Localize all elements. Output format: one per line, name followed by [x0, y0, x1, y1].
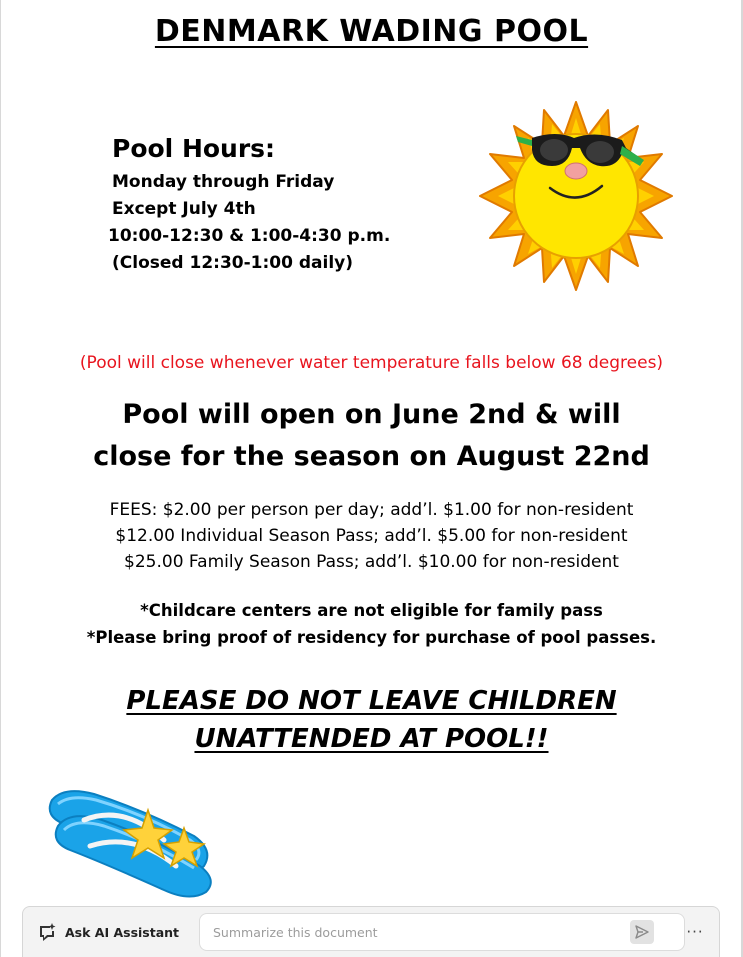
- ask-ai-assistant-label: Ask AI Assistant: [65, 924, 180, 940]
- note-line: *Childcare centers are not eligible for family pass: [140, 601, 603, 620]
- pool-hours-line: Monday through Friday: [112, 172, 335, 192]
- sun-nose: [565, 163, 587, 179]
- season-dates-line: Pool will open on June 2nd & will: [122, 399, 621, 430]
- sun-with-sunglasses-image: [476, 96, 676, 296]
- fees-list: [0, 497, 743, 575]
- pool-hours-line: Except July 4th: [112, 199, 256, 219]
- send-icon: [635, 925, 649, 939]
- warning-line: UNATTENDED AT POOL!!: [194, 724, 549, 754]
- pool-hours-heading: Pool Hours:: [112, 134, 276, 163]
- warning-line: PLEASE DO NOT LEAVE CHILDREN: [126, 686, 617, 716]
- ai-prompt-input[interactable]: [199, 913, 685, 951]
- fee-line: $25.00 Family Season Pass; add’l. $10.00 for non-resident: [124, 552, 619, 572]
- page-title: DENMARK WADING POOL: [154, 14, 589, 49]
- season-dates-line: close for the season on August 22nd: [93, 441, 650, 472]
- page-edge-left: [0, 0, 1, 957]
- pool-hours-line: 10:00-12:30 & 1:00-4:30 p.m.: [108, 226, 391, 246]
- pool-hours: [108, 134, 391, 277]
- ai-assistant-bar: [22, 906, 720, 957]
- supervision-warning: [0, 682, 743, 758]
- temperature-note: (Pool will close whenever water temperature falls below 68 degrees): [79, 353, 664, 373]
- more-options-button[interactable]: ···: [686, 923, 704, 941]
- ai-assistant-icon: [37, 922, 57, 942]
- note-line: *Please bring proof of residency for purchase of pool passes.: [86, 628, 657, 647]
- send-button[interactable]: [630, 920, 654, 944]
- season-dates: [0, 394, 743, 478]
- fee-line: $12.00 Individual Season Pass; add’l. $5.00 for non-resident: [115, 526, 628, 546]
- flip-flops-image: [44, 780, 224, 900]
- notes-list: [0, 597, 743, 651]
- fee-line: FEES: $2.00 per person per day; add’l. $1.00 for non-resident: [109, 500, 634, 520]
- pool-hours-line: (Closed 12:30-1:00 daily): [112, 253, 354, 273]
- ask-ai-assistant-button[interactable]: [37, 920, 179, 944]
